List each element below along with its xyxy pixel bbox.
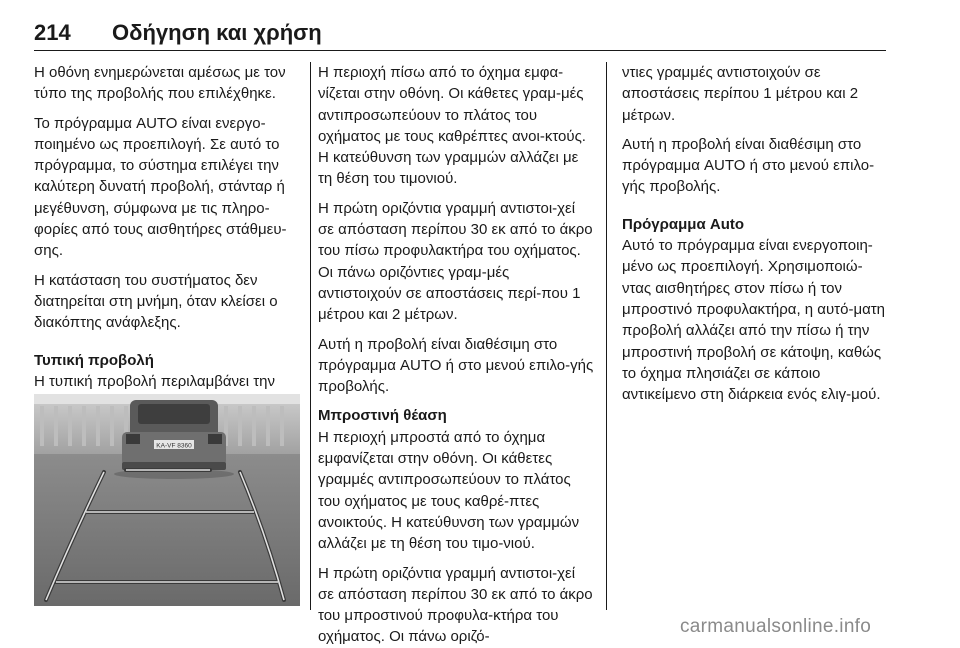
column-3 [622, 62, 890, 413]
paragraph-front-distances: Η πρώτη οριζόντια γραμμή αντιστοι-χεί σε απόσταση περίπου 30 εκ από το άκρο του μπροστινού προφυλα-κτήρα του οχήματος. Οι πάνω οριζό- [318, 564, 593, 646]
license-plate-text: KA-VF 8360 [156, 442, 192, 450]
paragraph-auto-program: Αυτό το πρόγραμμα είναι ενεργοποιη-μένο ως προεπιλογή. Χρησιμοποιώ-ντας αισθητήρες στον πίσω ή τον μπροστινό προφυλακτήρα, η αυτό-ματη προβολή αλλάζει από την πίσω ή την μπροστινή προβολή σε κάτοψη, καθώς το όχημα πλησιάζει σε κάποιο αντικείμενο στη διάρκεια ενός ελιγ-μού. [622, 237, 886, 404]
heading-auto-program: Πρόγραμμα Auto [622, 215, 745, 233]
column-1 [34, 62, 302, 443]
paragraph-auto-default: Το πρόγραμμα AUTO είναι ενεργο-ποιημένο ως προεπιλογή. Σε αυτό το πρόγραμμα, το σύστημα επιλέγει την καλύτερη δυνατή προβολή, στάνταρ ή μεγέθυνση, σύμφωνα με τις πληρο-φορίες από τους αισθητήρες στάθμευ-σης. [34, 114, 287, 260]
paragraph-rear-area: Η περιοχή πίσω από το όχημα εμφα-νίζεται στην οθόνη. Οι κάθετες γραμ-μές αντιπροσωπεύουν το πλάτος του οχήματος με τους καθρέπτες ανοι-κτούς. Η κατεύθυνση των γραμμών αλλάζει με τη θέση του τιμονιού. [318, 64, 586, 188]
site-watermark: carmanualsonline.info [680, 616, 872, 637]
column-divider-right [606, 62, 607, 610]
car-rear-icon [114, 400, 234, 479]
paragraph-state-memory: Η κατάσταση του συστήματος δεν διατηρείται στη μνήμη, όταν κλείσει ο διακόπτης ανάφλεξης. [34, 271, 278, 332]
page-header [34, 20, 886, 51]
rear-camera-image [34, 394, 300, 606]
paragraph-front-distances-cont: ντιες γραμμές αντιστοιχούν σε αποστάσεις περίπου 1 μέτρου και 2 μέτρων. [622, 64, 859, 124]
heading-standard-view: Τυπική προβολή [34, 351, 154, 369]
chapter-title: Οδήγηση και χρήση [112, 20, 322, 45]
paragraph-display-update: Η οθόνη ενημερώνεται αμέσως με τον τύπο της προβολής που επιλέχθηκε. [34, 64, 286, 103]
paragraph-standard-view: Η τυπική προβολή περιλαμβάνει την [34, 372, 275, 390]
paragraph-rear-availability: Αυτή η προβολή είναι διαθέσιμη στο πρόγραμμα AUTO ή στο μενού επιλο-γής προβολής. [318, 335, 594, 396]
column-divider-left [310, 62, 311, 610]
paragraph-front-area: Η περιοχή μπροστά από το όχημα εμφανίζεται στην οθόνη. Οι κάθετες γραμμές αντιπροσωπεύουν το πλάτος του οχήματος με τους καθρέ-πτες ανοικτούς. Η κατεύθυνση των γραμμών αλλάζει με τη θέση του τιμο-νιού. [318, 428, 580, 553]
paragraph-front-availability: Αυτή η προβολή είναι διαθέσιμη στο πρόγραμμα AUTO ή στο μενού επιλο-γής προβολής. [622, 135, 875, 196]
heading-front-view: Μπροστινή θέαση [318, 407, 447, 425]
page-number: 214 [34, 20, 71, 45]
paragraph-rear-distances: Η πρώτη οριζόντια γραμμή αντιστοι-χεί σε απόσταση περίπου 30 εκ από το άκρο του πίσω προφυλακτήρα του οχήματος. Οι πάνω οριζόντιες γραμ-μές αντιστοιχούν σε αποστάσεις περί-που 1 μέτρου και 2 μέτρων. [318, 199, 593, 324]
column-2 [318, 62, 594, 648]
